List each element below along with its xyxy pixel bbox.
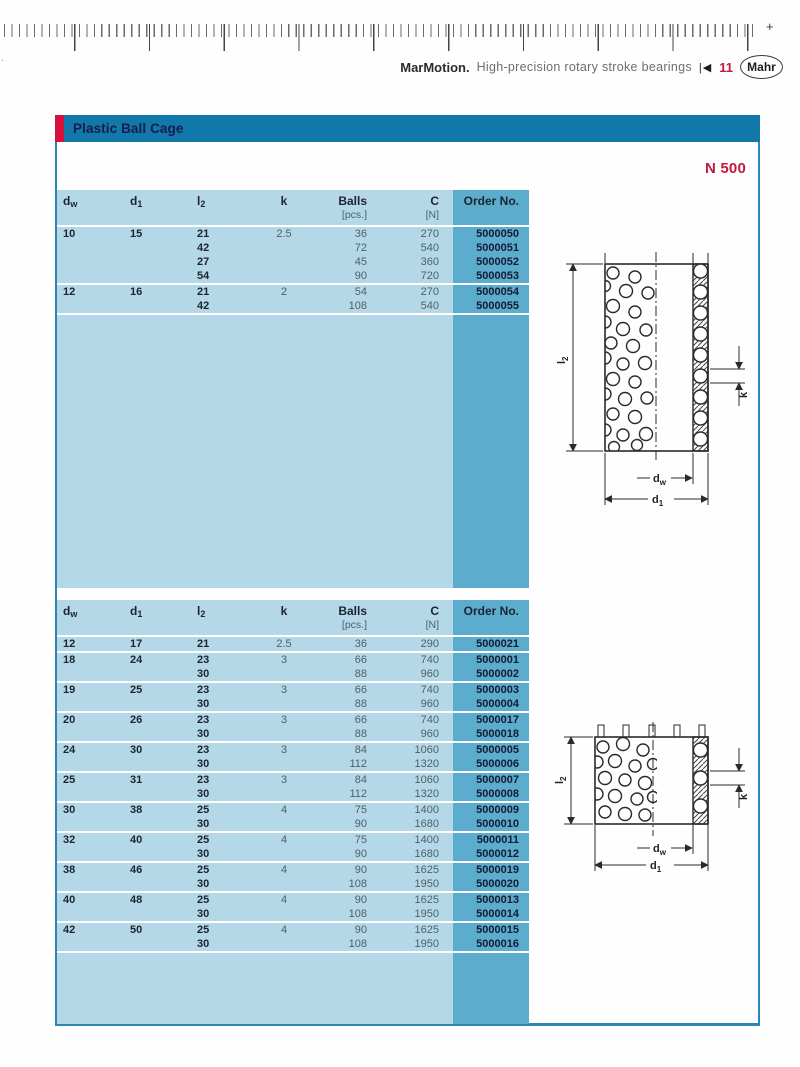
cell-c: 540 — [420, 300, 439, 312]
cell-c: 270 — [420, 228, 439, 240]
cell-c: 1625 — [414, 924, 439, 936]
col-balls: Balls — [338, 604, 367, 618]
cell-d1 — [124, 937, 191, 951]
cell-c: 1680 — [414, 818, 439, 830]
cell-k — [249, 817, 319, 831]
cell-dw — [57, 269, 124, 283]
cell-d1 — [124, 817, 191, 831]
cell-dw: 12 — [63, 286, 76, 298]
cell-order: 5000010 — [476, 818, 519, 830]
cell-d1: 46 — [130, 864, 143, 876]
cell-k — [249, 241, 319, 255]
cell-order: 5000053 — [476, 270, 519, 282]
cell-c: 540 — [420, 242, 439, 254]
cell-balls: 90 — [354, 270, 367, 282]
cell-d1 — [124, 877, 191, 891]
series-subtitle: High-precision rotary stroke bearings — [476, 60, 692, 74]
table-row-group — [57, 863, 529, 893]
spec-table-2 — [57, 600, 529, 953]
cell-l2: 25 — [197, 834, 210, 846]
table-row — [57, 653, 529, 667]
cell-l2: 30 — [197, 788, 210, 800]
cell-order: 5000008 — [476, 788, 519, 800]
cell-dw — [57, 727, 124, 741]
cell-l2: 21 — [197, 228, 210, 240]
cell-balls: 108 — [348, 938, 367, 950]
cell-d1 — [124, 697, 191, 711]
cell-balls: 66 — [354, 654, 367, 666]
table-header: $d_w$ $d_1$ $l_2$ k Balls [pcs.] C [N] Order No. — [57, 190, 529, 227]
cell-l2: 30 — [197, 698, 210, 710]
table-row — [57, 299, 529, 313]
cell-k — [249, 697, 319, 711]
cell-c: 1625 — [414, 864, 439, 876]
cell-balls: 108 — [348, 300, 367, 312]
col-order: Order No. — [463, 604, 519, 618]
cell-k — [249, 847, 319, 861]
cell-order: 5000019 — [476, 864, 519, 876]
cell-dw — [57, 757, 124, 771]
ball-cage-drawing-long — [553, 246, 759, 520]
dim-label-k: k — [738, 793, 750, 800]
cell-dw: 18 — [63, 654, 76, 666]
cell-k — [249, 937, 319, 951]
table-row — [57, 863, 529, 877]
red-accent-bar — [55, 115, 64, 142]
brand-name: MarMotion. — [400, 59, 470, 75]
section-title: Plastic Ball Cage — [73, 121, 184, 136]
col-l2: $l_2$ — [197, 194, 206, 209]
ruler-graphic — [4, 24, 756, 51]
table-row — [57, 877, 529, 891]
table-row-group — [57, 893, 529, 923]
cell-balls: 88 — [354, 728, 367, 740]
cell-dw — [57, 817, 124, 831]
table-row — [57, 817, 529, 831]
cell-balls: 75 — [354, 834, 367, 846]
cell-dw — [57, 937, 124, 951]
cell-l2: 23 — [197, 714, 210, 726]
cell-c: 290 — [420, 638, 439, 650]
cell-dw: 32 — [63, 834, 76, 846]
cell-d1 — [124, 727, 191, 741]
cell-order: 5000015 — [476, 924, 519, 936]
table-row-group — [57, 683, 529, 713]
cell-order: 5000007 — [476, 774, 519, 786]
table-row-group — [57, 833, 529, 863]
cell-c: 1320 — [414, 758, 439, 770]
cell-d1 — [124, 787, 191, 801]
cell-dw: 25 — [63, 774, 76, 786]
cell-d1 — [124, 847, 191, 861]
cell-l2: 30 — [197, 668, 210, 680]
col-l2: $l_2$ — [197, 604, 206, 619]
cell-d1: 48 — [130, 894, 143, 906]
cell-balls: 84 — [354, 744, 367, 756]
cell-d1: 30 — [130, 744, 143, 756]
cell-balls: 36 — [354, 228, 367, 240]
cell-c: 1950 — [414, 878, 439, 890]
cell-k — [249, 877, 319, 891]
cell-c: 1400 — [414, 834, 439, 846]
cell-d1: 38 — [130, 804, 143, 816]
table-row-group — [57, 285, 529, 315]
cell-k: 4 — [280, 804, 288, 816]
col-balls: Balls — [338, 194, 367, 208]
cell-l2: 25 — [197, 894, 210, 906]
table-row — [57, 637, 529, 651]
table-row — [57, 893, 529, 907]
cell-c: 720 — [420, 270, 439, 282]
table-row — [57, 923, 529, 937]
col-dw: $d_w$ — [63, 194, 78, 209]
prev-page-icon: |◀ — [698, 61, 713, 74]
cell-dw: 10 — [63, 228, 76, 240]
col-dw: $d_w$ — [63, 604, 78, 619]
table-row — [57, 803, 529, 817]
cell-balls: 90 — [354, 924, 367, 936]
cell-l2: 25 — [197, 804, 210, 816]
table-row — [57, 727, 529, 741]
cell-l2: 42 — [197, 300, 210, 312]
cell-dw: 42 — [63, 924, 76, 936]
cell-l2: 30 — [197, 878, 210, 890]
dim-label-dw: $d_w$ — [653, 843, 666, 857]
content-frame — [55, 115, 760, 1026]
cell-balls: 54 — [354, 286, 367, 298]
table-row — [57, 255, 529, 269]
cell-l2: 23 — [197, 684, 210, 696]
cell-order: 5000018 — [476, 728, 519, 740]
cell-c: 1625 — [414, 894, 439, 906]
cell-k: 2.5 — [276, 228, 292, 240]
cell-l2: 30 — [197, 758, 210, 770]
dim-label-l2: $l_2$ — [554, 776, 568, 784]
cell-l2: 23 — [197, 654, 210, 666]
table-row — [57, 787, 529, 801]
cell-l2: 30 — [197, 938, 210, 950]
table-row — [57, 683, 529, 697]
cell-k — [249, 299, 319, 313]
cell-order: 5000051 — [476, 242, 519, 254]
spec-table-1-panel — [57, 190, 529, 588]
cell-d1 — [124, 255, 191, 269]
dim-label-dw: $d_w$ — [653, 473, 666, 487]
table-row — [57, 713, 529, 727]
table-row — [57, 241, 529, 255]
cell-d1 — [124, 241, 191, 255]
cell-order: 5000006 — [476, 758, 519, 770]
cell-dw: 12 — [63, 638, 76, 650]
spec-table-2-panel — [57, 600, 529, 1024]
table-row-group — [57, 653, 529, 683]
cell-l2: 30 — [197, 818, 210, 830]
cell-c: 270 — [420, 286, 439, 298]
series-code: N 500 — [704, 160, 746, 177]
table-row-group — [57, 713, 529, 743]
cell-l2: 30 — [197, 728, 210, 740]
cell-k: 3 — [280, 654, 288, 666]
table-row — [57, 743, 529, 757]
table-row — [57, 697, 529, 711]
cell-balls: 45 — [354, 256, 367, 268]
cell-balls: 66 — [354, 684, 367, 696]
cell-l2: 25 — [197, 864, 210, 876]
section-title-bar — [55, 115, 760, 142]
col-c: C — [430, 604, 439, 618]
table-row — [57, 773, 529, 787]
table-header: $d_w$ $d_1$ $l_2$ k Balls [pcs.] C [N] Order No. — [57, 600, 529, 637]
cell-balls: 36 — [354, 638, 367, 650]
table-row — [57, 227, 529, 241]
cell-order: 5000054 — [476, 286, 519, 298]
col-k: k — [280, 604, 288, 618]
col-d1: $d_1$ — [130, 194, 143, 209]
col-k: k — [280, 194, 288, 208]
dim-label-d1: $d_1$ — [650, 860, 662, 874]
cell-balls: 112 — [349, 788, 367, 800]
cell-c: 740 — [420, 654, 439, 666]
cell-order: 5000004 — [476, 698, 519, 710]
cell-order: 5000002 — [476, 668, 519, 680]
cell-order: 5000050 — [476, 228, 519, 240]
cell-k: 3 — [280, 714, 288, 726]
register-cross-mark: + — [766, 19, 774, 34]
cell-l2: 23 — [197, 744, 210, 756]
cell-d1: 40 — [130, 834, 143, 846]
table-row — [57, 269, 529, 283]
cell-balls: 66 — [354, 714, 367, 726]
cell-balls: 88 — [354, 698, 367, 710]
table-row — [57, 667, 529, 681]
cell-order: 5000017 — [476, 714, 519, 726]
cell-dw — [57, 667, 124, 681]
cell-order: 5000009 — [476, 804, 519, 816]
mahr-logo: Mahr — [740, 55, 783, 79]
cell-order: 5000021 — [476, 638, 519, 650]
cell-order: 5000003 — [476, 684, 519, 696]
table-row — [57, 757, 529, 771]
table-row-group — [57, 637, 529, 653]
cell-order: 5000052 — [476, 256, 519, 268]
cell-k: 3 — [280, 744, 288, 756]
cell-dw: 40 — [63, 894, 76, 906]
cell-dw — [57, 907, 124, 921]
cell-k: 4 — [280, 864, 288, 876]
cell-d1 — [124, 667, 191, 681]
cell-order: 5000020 — [476, 878, 519, 890]
cell-dw — [57, 847, 124, 861]
corner-print-mark: . — [1, 52, 5, 64]
cell-l2: 23 — [197, 774, 210, 786]
cell-d1 — [124, 757, 191, 771]
cell-d1 — [124, 269, 191, 283]
cell-balls: 90 — [354, 848, 367, 860]
cell-dw: 24 — [63, 744, 76, 756]
cell-d1: 26 — [130, 714, 143, 726]
cell-k — [249, 787, 319, 801]
cell-l2: 27 — [197, 256, 210, 268]
cell-k: 3 — [280, 684, 288, 696]
cell-d1: 16 — [130, 286, 143, 298]
cell-c: 960 — [420, 698, 439, 710]
cell-k — [249, 757, 319, 771]
cell-balls: 108 — [348, 878, 367, 890]
table-row-group — [57, 773, 529, 803]
cell-d1: 15 — [130, 228, 143, 240]
cell-l2: 21 — [197, 638, 210, 650]
cell-k: 3 — [280, 774, 288, 786]
table-row-group — [57, 803, 529, 833]
cell-c: 1060 — [414, 774, 439, 786]
cell-order: 5000014 — [476, 908, 519, 920]
cell-c: 1950 — [414, 938, 439, 950]
section-content — [57, 142, 758, 1023]
cell-dw — [57, 697, 124, 711]
cell-k: 4 — [280, 924, 288, 936]
ball-cage-drawing-short — [553, 714, 759, 880]
cell-d1 — [124, 907, 191, 921]
cell-order: 5000055 — [476, 300, 519, 312]
cell-c: 1320 — [414, 788, 439, 800]
table-row — [57, 833, 529, 847]
cell-dw — [57, 255, 124, 269]
cell-k: 2.5 — [276, 638, 292, 650]
table-row-group — [57, 227, 529, 285]
cell-balls: 90 — [354, 818, 367, 830]
cell-order: 5000001 — [476, 654, 519, 666]
cell-k — [249, 667, 319, 681]
page-number: 11 — [719, 59, 733, 75]
cell-l2: 42 — [197, 242, 210, 254]
cell-order: 5000011 — [476, 834, 519, 846]
table-row — [57, 937, 529, 951]
cell-order: 5000013 — [476, 894, 519, 906]
cell-dw — [57, 299, 124, 313]
cell-l2: 25 — [197, 924, 210, 936]
table-row — [57, 907, 529, 921]
cell-order: 5000016 — [476, 938, 519, 950]
cell-dw — [57, 787, 124, 801]
cell-d1: 31 — [130, 774, 143, 786]
cell-k: 4 — [280, 894, 288, 906]
cell-dw — [57, 241, 124, 255]
dim-label-d1: $d_1$ — [652, 494, 664, 508]
cell-dw: 30 — [63, 804, 76, 816]
cell-c: 740 — [420, 714, 439, 726]
table-row — [57, 285, 529, 299]
cell-l2: 54 — [197, 270, 210, 282]
cell-c: 360 — [420, 256, 439, 268]
cell-k — [249, 907, 319, 921]
cell-k — [249, 727, 319, 741]
cell-c: 1060 — [414, 744, 439, 756]
dim-label-k: k — [738, 391, 750, 398]
cell-balls: 72 — [354, 242, 367, 254]
table-row — [57, 847, 529, 861]
cell-dw — [57, 877, 124, 891]
cell-balls: 84 — [354, 774, 367, 786]
cell-d1: 17 — [130, 638, 143, 650]
table-row-group — [57, 743, 529, 773]
cell-balls: 112 — [349, 758, 367, 770]
table-row-group — [57, 923, 529, 953]
cell-order: 5000012 — [476, 848, 519, 860]
cell-balls: 90 — [354, 864, 367, 876]
cell-d1: 50 — [130, 924, 143, 936]
cell-dw: 19 — [63, 684, 76, 696]
cell-balls: 108 — [348, 908, 367, 920]
cell-k — [249, 255, 319, 269]
cell-balls: 75 — [354, 804, 367, 816]
cell-c: 1680 — [414, 848, 439, 860]
cell-c: 740 — [420, 684, 439, 696]
cell-k: 4 — [280, 834, 288, 846]
col-order: Order No. — [463, 194, 519, 208]
cell-l2: 30 — [197, 908, 210, 920]
cell-c: 1950 — [414, 908, 439, 920]
cell-k — [249, 269, 319, 283]
col-c: C — [430, 194, 439, 208]
page-header — [400, 55, 783, 79]
cell-dw: 38 — [63, 864, 76, 876]
col-d1: $d_1$ — [130, 604, 143, 619]
spec-table-1 — [57, 190, 529, 315]
cell-dw: 20 — [63, 714, 76, 726]
cell-l2: 30 — [197, 848, 210, 860]
cell-balls: 90 — [354, 894, 367, 906]
cell-c: 960 — [420, 668, 439, 680]
cell-order: 5000005 — [476, 744, 519, 756]
cell-balls: 88 — [354, 668, 367, 680]
cell-d1 — [124, 299, 191, 313]
cell-d1: 25 — [130, 684, 143, 696]
cell-k: 2 — [280, 286, 288, 298]
cell-c: 960 — [420, 728, 439, 740]
cell-c: 1400 — [414, 804, 439, 816]
cell-l2: 21 — [197, 286, 210, 298]
cell-d1: 24 — [130, 654, 143, 666]
dim-label-l2: $l_2$ — [556, 356, 570, 364]
